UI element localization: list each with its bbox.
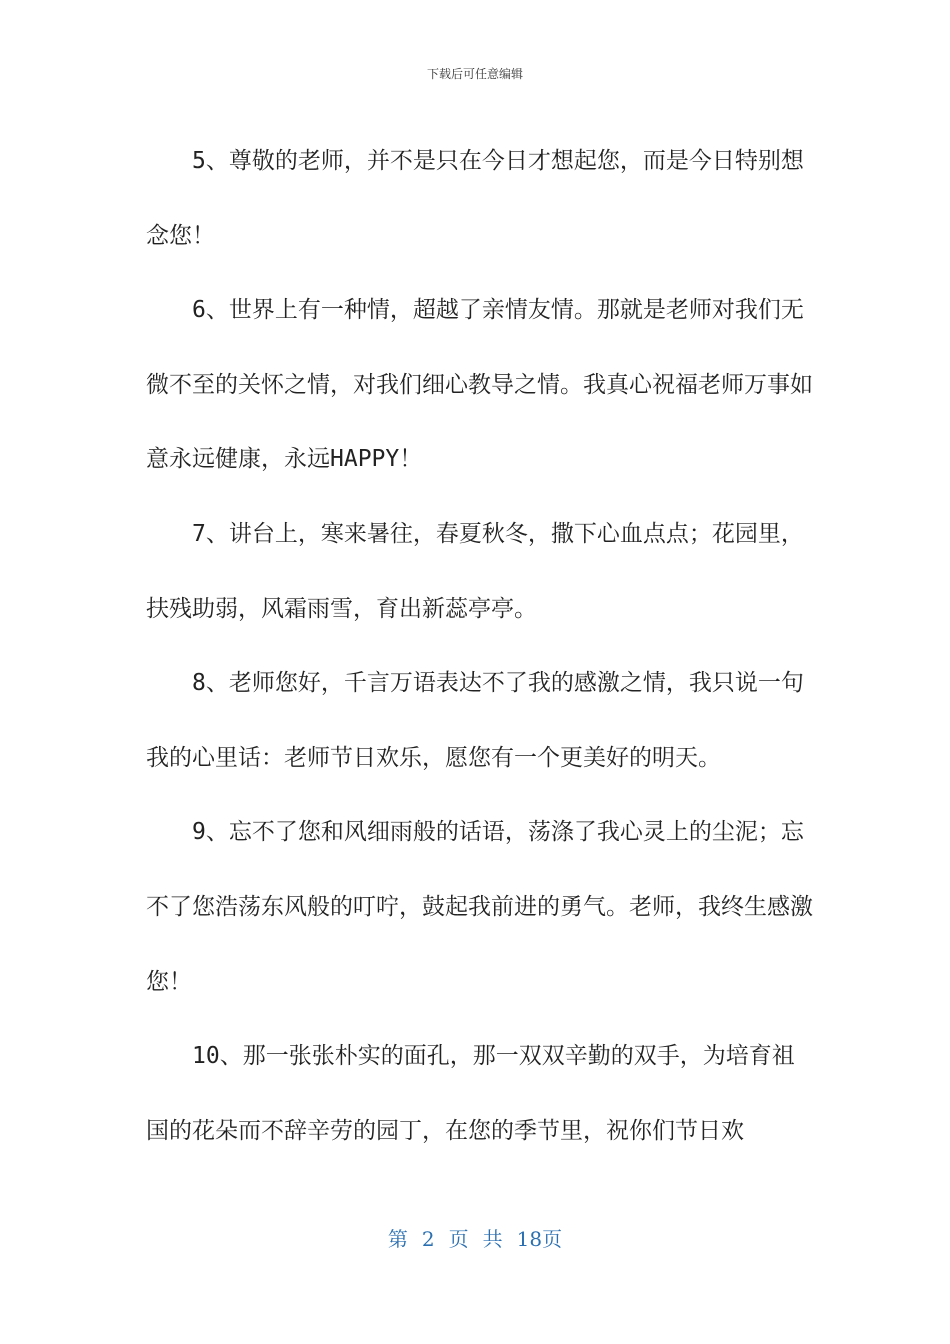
paragraph-8: 8、老师您好，千言万语表达不了我的感激之情，我只说一句我的心里话：老师节日欢乐，愿您有一个更美好的明天。 — [146, 670, 804, 771]
page-footer — [0, 1226, 950, 1252]
paragraph-6: 6、世界上有一种情，超越了亲情友情。那就是老师对我们无微不至的关怀之情，对我们细心教导之情。我真心祝福老师万事如意永远健康，永远HAPPY！ — [146, 297, 813, 473]
footer-total-pages: 18页 — [516, 1227, 563, 1251]
footer-page-word: 第 — [387, 1227, 408, 1251]
paragraph-9: 9、忘不了您和风细雨般的话语，荡涤了我心灵上的尘泥；忘不了您浩荡东风般的叮咛，鼓起我前进的勇气。老师，我终生感激您！ — [146, 819, 813, 995]
paragraph-5: 5、尊敬的老师，并不是只在今日才想起您，而是今日特别想念您！ — [146, 148, 804, 249]
header-note: 下载后可任意编辑 — [426, 67, 523, 81]
footer-page-unit: 页 — [448, 1227, 469, 1251]
footer-page-number: 2 — [421, 1227, 435, 1251]
paragraph-7: 7、讲台上，寒来暑往，春夏秋冬，撒下心血点点；花园里，扶残助弱，风霜雨雪，育出新蕊亭亭。 — [146, 520, 804, 622]
footer-total-word: 共 — [482, 1227, 503, 1251]
document-body — [146, 124, 816, 1168]
paragraph-10: 10、那一张张朴实的面孔，那一双双辛勤的双手，为培育祖国的花朵而不辞辛劳的园丁，在您的季节里，祝你们节日欢 — [146, 1043, 795, 1144]
